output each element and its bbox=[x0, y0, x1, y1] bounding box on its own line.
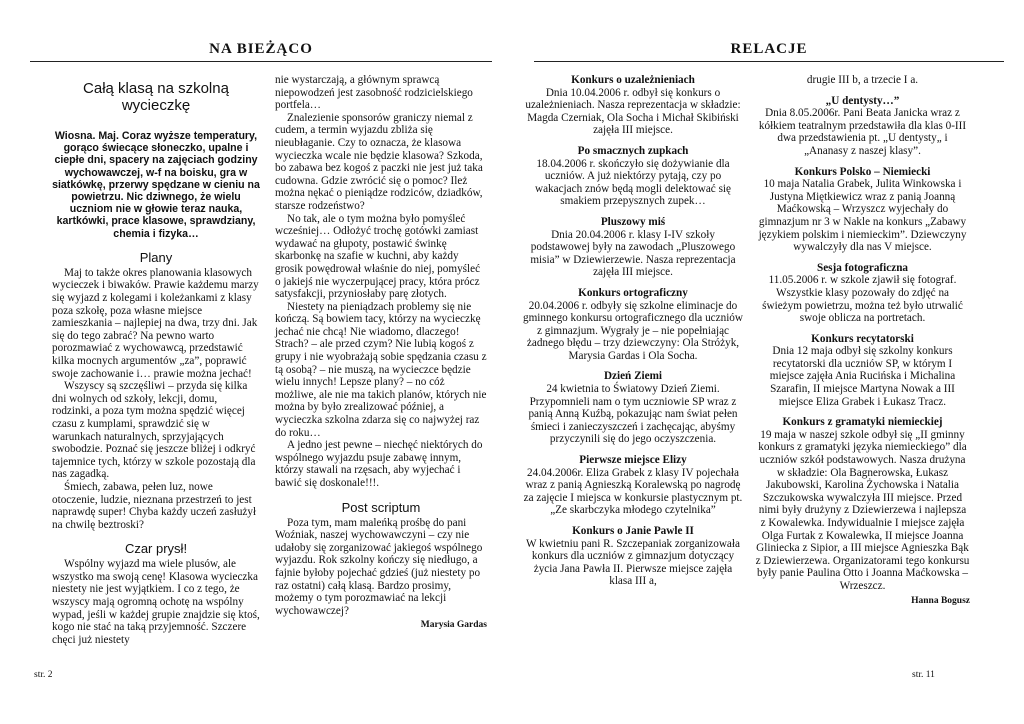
page-number: str. 11 bbox=[912, 670, 935, 680]
report-title: Konkurs o uzależnieniach bbox=[571, 74, 695, 86]
paragraph: Poza tym, mam maleńką prośbę do pani Woźniak, naszej wychowawczyni – czy nie udałoby się zorganizować jakiegoś wspólnego wyjazdu. Rok szkolny kończy się niedługo, a fajnie byłoby pojechać gdzieś (już niestety po raz ostatni) całą klasą. Bardzo prosimy, możemy o tym porozmawiać na lekcji wychowawczej? bbox=[275, 516, 483, 617]
right-column-1 bbox=[522, 74, 744, 588]
report-title: Konkurs z gramatyki niemieckiej bbox=[782, 416, 943, 429]
paragraph: Niestety na pieniądzach problemy się nie kończą. Są bowiem tacy, którzy na wycieczkę jechać nie chcą! Nie wiadomo, dlaczego! Strach? – ale przed czym? Nie lubią kogoś z grupy i nie wyobrażają sobie spędzania czasu z tą osobą? – nie muszą, na wycieczce będzie wielu innych! Lepsze plany? – no cóż możliwe, ale nie ma takich planów, których nie można by było zrealizować później, a wycieczka szkolna zdarza się co najwyżej raz do roku… bbox=[275, 300, 487, 439]
report-text: 18.04.2006 r. skończyło się dożywianie dla uczniów. A już niektórzy pytają, czy po wakacjach znów będą mogli delektować się smakiem przepysznych zupek… bbox=[534, 157, 731, 208]
report-title: „U dentysty…” bbox=[825, 94, 900, 107]
report-title: Konkurs Polsko – Niemiecki bbox=[794, 165, 931, 178]
left-column-1 bbox=[52, 74, 260, 646]
paragraph: Maj to także okres planowania klasowych wycieczek i biwaków. Prawie każdemu marzy się wyjazd z kolegami i koleżankami z klasy poza szkołę, poza własne miejsce zamieszkania – najlepiej na dwa, trzy dni. Jak się do tego zabrać? Na pewno warto porozmawiać z wychowawcą, przedstawić kilka mocnych argumentów „za”, poprawić swoje zachowanie i… prawie można jechać! bbox=[52, 266, 259, 380]
report-title: Konkurs o Janie Pawle II bbox=[572, 525, 694, 537]
report-title: Po smacznych zupkach bbox=[577, 144, 689, 157]
paragraph: A jedno jest pewne – niechęć niektórych do wspólnego wyjazdu psuje zabawę innym, którzy stawali na rzęsach, aby wyjechać i bawić się doskonale!!!. bbox=[275, 439, 483, 489]
report-text: 24 kwietnia to Światowy Dzień Ziemi. Przypomnieli nam o tym uczniowie SP wraz z panią Anną Kuźbą, pokazując nam świat pełen śmieci i zanieczyszczeń i zachęcając, abyśmy przyczynili się do jego oczyszczenia. bbox=[528, 383, 738, 446]
right-column-2 bbox=[755, 74, 970, 607]
report-text: Dnia 12 maja odbył się szkolny konkurs recytatorski dla uczniów SP, w którym I miejsce zajęła Ania Rucińska i Michalina Szarafin, II miejsce Martyna Nowak a III miejsce Eliza Grabek i Łukasz Tracz. bbox=[769, 345, 956, 408]
report-title: Pluszowy miś bbox=[600, 215, 666, 228]
report-text: Dnia 20.04.2006 r. klasy I-IV szkoły podstawowej były na zawodach „Pluszowego misia” w Dziewierzewie. Nasza reprezentacja zajęła III miejsce. bbox=[530, 228, 736, 279]
report-text: 10 maja Natalia Grabek, Julita Winkowska i Justyna Miętkiewicz wraz z panią Joanną Maćkowską – Wrzyszcz wyjechały do gimnazjum nr 3 w Nakle na konkurs „Zabawy językiem polskim i niemieckim”. Dziewczyny wywalczyły dla nas V miejsce. bbox=[758, 178, 967, 254]
article-lead: Wiosna. Maj. Coraz wyższe temperatury, gorąco świecące słoneczko, upalne i ciepłe dni, spacery na zajęciach godziny wychowawczej, w-f na boisku, gra w siatkówkę, przerwy spędzane w cieniu na powietrzu. Nic dziwnego, że wielu uczniom nie w głowie teraz nauka, kartkówki, prace klasowe, sprawdziany, chemia i fizyka… bbox=[52, 130, 260, 240]
report-title: Konkurs recytatorski bbox=[811, 332, 914, 345]
article-title: Całą klasą na szkolną wycieczkę bbox=[83, 80, 229, 114]
report-text: 19 maja w naszej szkole odbył się „II gminny konkurs z gramatyki języka niemieckiego” dla uczniów szkół podstawowych. Nasza drużyna w składzie: Ola Bagnerowska, Łukasz Jakubowski, Karolina Żychowska i Natalia Szczukowska wywalczyła III miejsce. Przed nimi były drużyny z Dziewierzewa i najlepsza z Kowalewka. Indywidualnie I miejsce zajęła Olga Furtak z Kowalewka, II miejsce Joanna Gliniecka z Sipior, a III miejsce Agnieszka Bąk z Dziewierzewa. Organizatorami tego konkursu były panie Paulina Otto i Joanna Maćkowska – Wrzeszcz. bbox=[755, 428, 970, 592]
section-title: NA BIEŻĄCO bbox=[30, 41, 492, 62]
report-text: 20.04.2006 r. odbyły się szkolne eliminacje do gminnego konkursu ortograficznego dla uczniów z gimnazjum. Wygrały je – nie popełniając żadnego błędu – trzy dziewczyny: Ola Stróżyk, Marysia Gardas i Ola Socha. bbox=[523, 299, 743, 362]
left-column-2 bbox=[275, 74, 487, 632]
report-text: W kwietniu pani R. Szczepaniak zorganizowała konkurs dla uczniów z gimnazjum dotyczący życia Jana Pawła II. Pierwsze miejsce zajęła klasa III a, bbox=[526, 537, 740, 588]
subheading-post-scriptum: Post scriptum bbox=[341, 499, 421, 515]
paragraph: Znalezienie sponsorów graniczy niemal z cudem, a termin wyjazdu zbliża się nieubłaganie. Czy to oznacza, że klasowa wycieczka wcale nie będzie klasowa? Szkoda, bo zabawa bez kogoś z paczki nie jest już taka cudowna. Gdzie zwrócić się o pomoc? Ileż można nękać o pieniądze rodziców, dziadków, starsze rodzeństwo? bbox=[275, 111, 483, 212]
paragraph: No tak, ale o tym można było pomyśleć wcześniej… Odłożyć trochę gotówki zamiast wydawać na głupoty, postawić świnkę skarbonkę na szafie w kuchni, aby każdy grosik powędrował właśnie do niej, pomyśleć o jakiejś nie wyczerpującej pracy, która prócz satysfakcji, przyniosłaby parę złotych. bbox=[275, 212, 481, 301]
report-title: Dzień Ziemi bbox=[603, 370, 663, 383]
report-title: Sesja fotograficzna bbox=[816, 261, 909, 274]
report-text: 24.04.2006r. Eliza Grabek z klasy IV pojechała wraz z panią Agnieszką Koralewską po nagrodę za zajęcie I miejsca w konkursie plastycznym pt. „Ze skarbczyka młodego czytelnika” bbox=[523, 466, 743, 517]
paragraph: Wszyscy są szczęśliwi – przyda się kilka dni wolnych od szkoły, lekcji, domu, rodzinki, a poza tym można spędzić więcej czasu z kumplami, sprawdzić się w warunkach naturalnych, sprzyjających swobodzie. Poznać się jeszcze bliżej i odkryć tajemnice tych, którzy w szkole pozostają dla nas zagadką. bbox=[52, 380, 256, 481]
report-title: Konkurs ortograficzny bbox=[578, 286, 688, 299]
author-signature: Marysia Gardas bbox=[420, 620, 487, 631]
author-signature: Hanna Bogusz bbox=[911, 595, 970, 606]
report-title: Pierwsze miejsce Elizy bbox=[579, 454, 687, 467]
paragraph: Śmiech, zabawa, pełen luz, nowe otoczenie, ludzie, nieznana przestrzeń to jest naprawdę super! Chyba każdy uczeń zasłużył na chwilę beztroski? bbox=[52, 480, 257, 531]
report-text: drugie III b, a trzecie I a. bbox=[806, 74, 919, 86]
report-text: Dnia 10.04.2006 r. odbył się konkurs o uzależnieniach. Nasza reprezentacja w składzie: Magda Czerniak, Ola Socha i Michał Skibiński zajęła III miejsce. bbox=[525, 86, 741, 137]
subheading-plany: Plany bbox=[139, 249, 173, 265]
paragraph: nie wystarczają, a głównym sprawcą niepowodzeń jest zasobność rodzicielskiego portfela… bbox=[275, 74, 473, 112]
section-title: RELACJE bbox=[534, 41, 1004, 62]
page-number: str. 2 bbox=[34, 670, 53, 680]
report-text: 11.05.2006 r. w szkole zjawił się fotograf. Wszystkie klasy pozowały do zdjęć na świeżym powietrzu, można też było utrwalić swoje oblicza na portretach. bbox=[762, 274, 963, 325]
report-text: Dnia 8.05.2006r. Pani Beata Janicka wraz z kółkiem teatralnym przedstawiła dla klas 0-III dwa przedstawienia pt. „U dentysty„ i „Ananasy z naszej klasy”. bbox=[758, 107, 967, 157]
paragraph: Wspólny wyjazd ma wiele plusów, ale wszystko ma swoją cenę! Klasowa wycieczka niestety nie jest wyjątkiem. I co z tego, że wszyscy mają ogromną ochotę na wspólny wypad, jeśli w każdej grupie znajdzie się ktoś, kogo nie stać na taką przyjemność. Szczere chęci już niestety bbox=[52, 558, 260, 646]
subheading-czar-prysl: Czar prysł! bbox=[124, 541, 188, 557]
